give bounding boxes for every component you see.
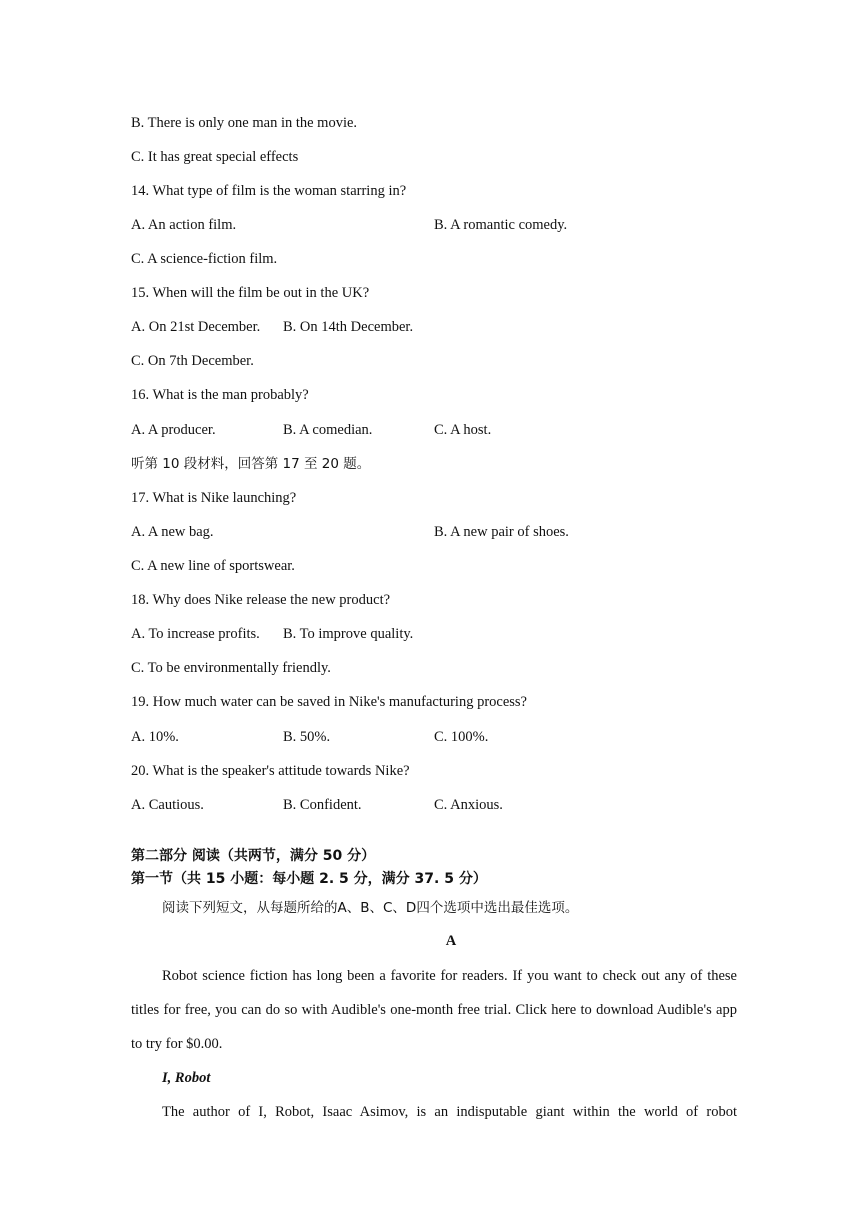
q15-option-b: B. On 14th December. [283,319,414,335]
q15-option-c: C. On 7th December. [131,353,254,369]
q20-question: 20. What is the speaker's attitude towards Nike? [131,763,410,779]
q17-option-a: A. A new bag. [131,524,214,540]
q14-option-b: B. A romantic comedy. [434,217,568,233]
q13-option-c: C. It has great special effects [131,149,299,165]
q19-option-a: A. 10%. [131,729,179,745]
reading-instruction: 阅读下列短文，从每题所给的A、B、C、D四个选项中选出最佳选项。 [162,900,579,916]
q13-option-b: B. There is only one man in the movie. [131,115,358,131]
q20-option-c: C. Anxious. [434,797,503,813]
q14-option-a: A. An action film. [131,217,237,233]
q14-question: 14. What type of film is the woman starring in? [131,183,407,199]
book-title: I, Robot [162,1070,211,1086]
q15-question: 15. When will the film be out in the UK? [131,285,370,301]
q15-option-a: A. On 21st December. [131,319,261,335]
q19-option-b: B. 50%. [283,729,331,745]
q16-option-b: B. A comedian. [283,422,373,438]
q20-option-b: B. Confident. [283,797,362,813]
q19-option-c: C. 100%. [434,729,489,745]
reading-section-title: 第一节（共 15 小题：每小题 2. 5 分，满分 37. 5 分） [131,871,487,887]
q18-question: 18. Why does Nike release the new product? [131,592,391,608]
q18-option-c: C. To be environmentally friendly. [131,660,331,676]
book-paragraph: The author of I, Robot, Isaac Asimov, is an indisputable giant within the world of robot [162,1104,737,1120]
passage-letter: A [445,933,457,949]
q14-option-c: C. A science-fiction film. [131,251,278,267]
q16-option-a: A. A producer. [131,422,216,438]
section10-instruction: 听第 10 段材料，回答第 17 至 20 题。 [131,456,371,472]
reading-part-title: 第二部分 阅读（共两节，满分 50 分） [131,848,376,864]
q17-option-c: C. A new line of sportswear. [131,558,295,574]
q17-option-b: B. A new pair of shoes. [434,524,569,540]
q18-option-a: A. To increase profits. [131,626,260,642]
q20-option-a: A. Cautious. [131,797,204,813]
q17-question: 17. What is Nike launching? [131,490,297,506]
q19-question: 19. How much water can be saved in Nike's manufacturing process? [131,694,527,710]
q16-option-c: C. A host. [434,422,492,438]
q18-option-b: B. To improve quality. [283,626,414,642]
q16-question: 16. What is the man probably? [131,387,309,403]
intro-paragraph: Robot science fiction has long been a favorite for readers. If you want to check out any of these titles for free, you can do so with Audible's one-month free trial. Click here to download Audible's app to try for $0.00. [131,968,737,1052]
